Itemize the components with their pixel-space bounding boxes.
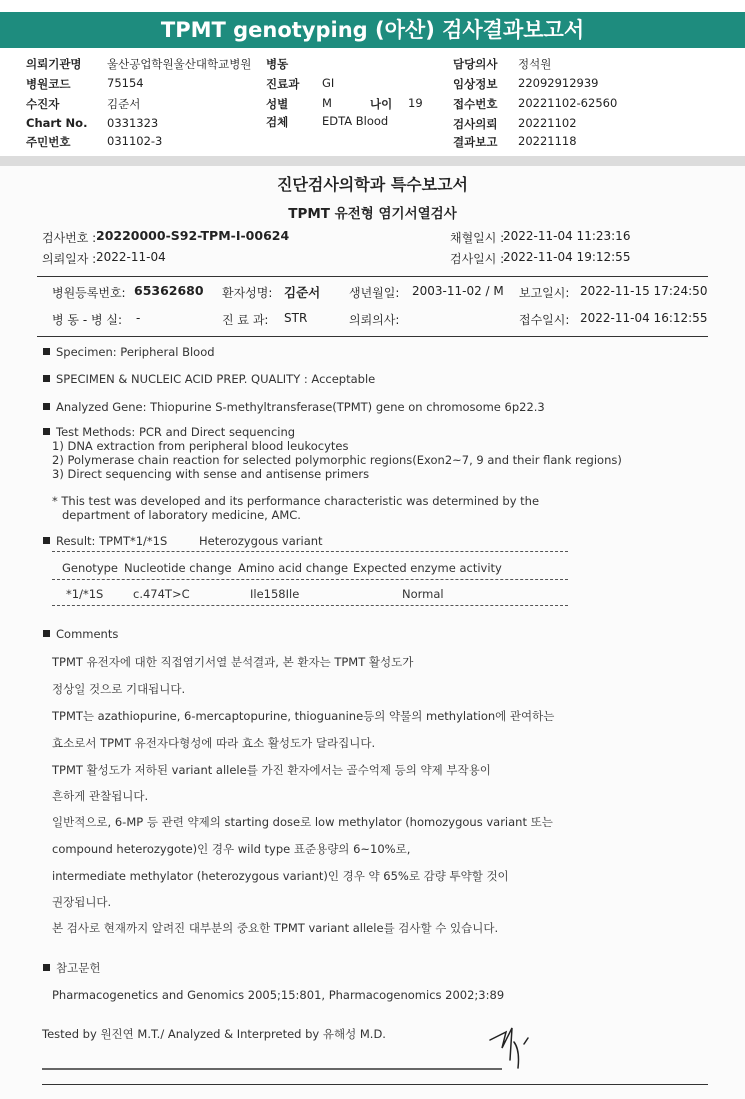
ward-room-label: 병 동 - 병 실: [52, 313, 122, 327]
note-line-2: department of laboratory medicine, AMC. [62, 508, 301, 522]
result-type: Heterozygous variant [199, 534, 323, 548]
comments-title: Comments [43, 627, 118, 641]
ward-room-value: - [136, 311, 141, 325]
hospital-code-label: 병원코드 [26, 77, 71, 91]
dept-label: 진 료 과: [222, 313, 269, 327]
requested-label: 의뢰일자 : [42, 252, 97, 266]
age-label: 나이 [370, 97, 393, 111]
dob-label: 생년월일: [349, 286, 400, 300]
clinical-info-label: 임상정보 [453, 77, 498, 91]
institution-value: 울산공업학원울산대학교병원 [107, 57, 252, 71]
comment-line: TPMT 유전자에 대한 직접염기서열 분석결과, 본 환자는 TPMT 활성도가 [52, 655, 414, 669]
department-value: GI [322, 76, 335, 90]
comment-line: 본 검사로 현재까지 알려진 대부분의 중요한 TPMT variant allele를 검사할 수 있습니다. [52, 921, 499, 935]
chart-label: Chart No. [26, 116, 88, 130]
clinical-info-value: 22092912939 [518, 76, 599, 90]
attending-value: 정석원 [518, 57, 552, 71]
report-value: 20221118 [518, 134, 577, 148]
footer-line [42, 1084, 708, 1085]
comment-line: 일반적으로, 6-MP 등 관련 약제의 starting dose로 low methylator (homozygous variant 또는 [52, 815, 553, 829]
refs-title: 참고문헌 [43, 960, 100, 976]
table-header: Genotype [62, 561, 119, 575]
signature-mark [484, 1020, 534, 1072]
name-value: 김준서 [284, 285, 321, 300]
result-line: Result: TPMT*1/*1S [43, 534, 167, 548]
report-document [0, 166, 745, 1099]
gene-line: Analyzed Gene: Thiopurine S-methyltransferase(TPMT) gene on chromosome 6p22.3 [43, 400, 545, 414]
ward-label: 병동 [266, 57, 289, 71]
sex-label: 성별 [266, 97, 289, 111]
hospital-code-value: 75154 [107, 76, 144, 90]
note-line-1: * This test was developed and its performance characteristic was determined by the [52, 494, 540, 508]
dept-value: STR [284, 311, 308, 325]
table-header: Amino acid change [238, 561, 349, 575]
comment-line: TPMT는 azathiopurine, 6-mercaptopurine, thioguanine등의 약물의 methylation에 관여하는 [52, 709, 555, 723]
tested-value: 2022-11-04 19:12:55 [503, 250, 631, 264]
report-date-value: 2022-11-15 17:24:50 [580, 284, 708, 298]
recv-label: 접수일시: [519, 313, 570, 327]
comment-line: compound heterozygote)인 경우 wild type 표준용량의 6~10%로, [52, 842, 411, 856]
specimen-label: 검체 [266, 115, 289, 129]
report-title: 진단검사의학과 특수보고서 [276, 175, 469, 194]
tested-label: 검사일시 : [450, 252, 505, 266]
age-value: 19 [408, 96, 423, 110]
comment-line: 정상일 것으로 기대됩니다. [52, 682, 186, 696]
physician-label: 의뢰의사: [349, 313, 400, 327]
request-value: 20221102 [518, 116, 577, 130]
dob-value: 2003-11-02 / M [412, 284, 504, 298]
specimen-value: EDTA Blood [322, 114, 389, 128]
method-item: 2) Polymerase chain reaction for selected polymorphic regions(Exon2~7, 9 and their flank regions) [52, 453, 622, 467]
institution-label: 의뢰기관명 [26, 57, 82, 71]
name-label: 환자성명: [222, 286, 273, 300]
collected-value: 2022-11-04 11:23:16 [503, 229, 631, 243]
report-label: 결과보고 [453, 135, 498, 149]
methods-title: Test Methods: PCR and Direct sequencing [43, 425, 295, 439]
sex-value: M [322, 96, 332, 110]
table-rule-top [52, 551, 568, 552]
footer-rule [42, 1068, 502, 1070]
method-item: 1) DNA extraction from peripheral blood leukocytes [52, 439, 349, 453]
reg-no-value: 65362680 [134, 283, 204, 298]
table-rule-bottom [52, 605, 568, 606]
request-label: 검사의뢰 [453, 117, 498, 131]
patient-label: 수진자 [26, 97, 60, 111]
requested-value: 2022-11-04 [96, 250, 166, 264]
rule-top [37, 276, 708, 277]
comment-line: TPMT 활성도가 저하된 variant allele를 가진 환자에서는 골수억제 등의 약제 부작용이 [52, 763, 491, 777]
rrn-value: 031102-3 [107, 134, 163, 148]
patient-value: 김준서 [107, 97, 141, 111]
report-banner: TPMT genotyping (아산) 검사결과보고서 [0, 12, 745, 48]
specimen-line: Specimen: Peripheral Blood [43, 345, 215, 359]
table-cell: *1/*1S [66, 587, 104, 601]
collected-label: 채혈일시 : [450, 231, 505, 245]
comment-line: 흔하게 관찰됩니다. [52, 789, 149, 803]
refs-line: Pharmacogenetics and Genomics 2005;15:801, Pharmacogenomics 2002;3:89 [52, 988, 505, 1002]
test-no-value: 20220000-S92-TPM-I-00624 [96, 228, 290, 243]
table-cell: Normal [402, 587, 444, 601]
tested-by: Tested by 원진연 M.T./ Analyzed & Interpreted by 유해성 M.D. [42, 1027, 386, 1041]
report-date-label: 보고일시: [519, 286, 570, 300]
table-cell: c.474T>C [133, 587, 190, 601]
recv-value: 2022-11-04 16:12:55 [580, 311, 708, 325]
quality-line: SPECIMEN & NUCLEIC ACID PREP. QUALITY : Acceptable [43, 372, 375, 386]
comment-line: intermediate methylator (heterozygous variant)인 경우 약 65%로 감량 투약할 것이 [52, 869, 509, 883]
attending-label: 담당의사 [453, 57, 498, 71]
comment-line: 권장됩니다. [52, 895, 112, 909]
section-divider [0, 156, 745, 166]
receipt-value: 20221102-62560 [518, 96, 618, 110]
reg-no-label: 병원등록번호: [52, 286, 126, 300]
table-header: Expected enzyme activity [353, 561, 502, 575]
department-label: 진료과 [266, 77, 300, 91]
rrn-label: 주민번호 [26, 135, 71, 149]
table-cell: Ile158Ile [250, 587, 300, 601]
comment-line: 효소로서 TPMT 유전자다형성에 따라 효소 활성도가 달라집니다. [52, 736, 376, 750]
table-rule-mid [52, 579, 568, 580]
report-subtitle: TPMT 유전형 염기서열검사 [288, 206, 457, 222]
chart-value: 0331323 [107, 116, 159, 130]
test-no-label: 검사번호 : [42, 231, 97, 245]
table-header: Nucleotide change [124, 561, 232, 575]
rule-mid [37, 336, 708, 337]
receipt-label: 접수번호 [453, 97, 498, 111]
method-item: 3) Direct sequencing with sense and antisense primers [52, 467, 370, 481]
